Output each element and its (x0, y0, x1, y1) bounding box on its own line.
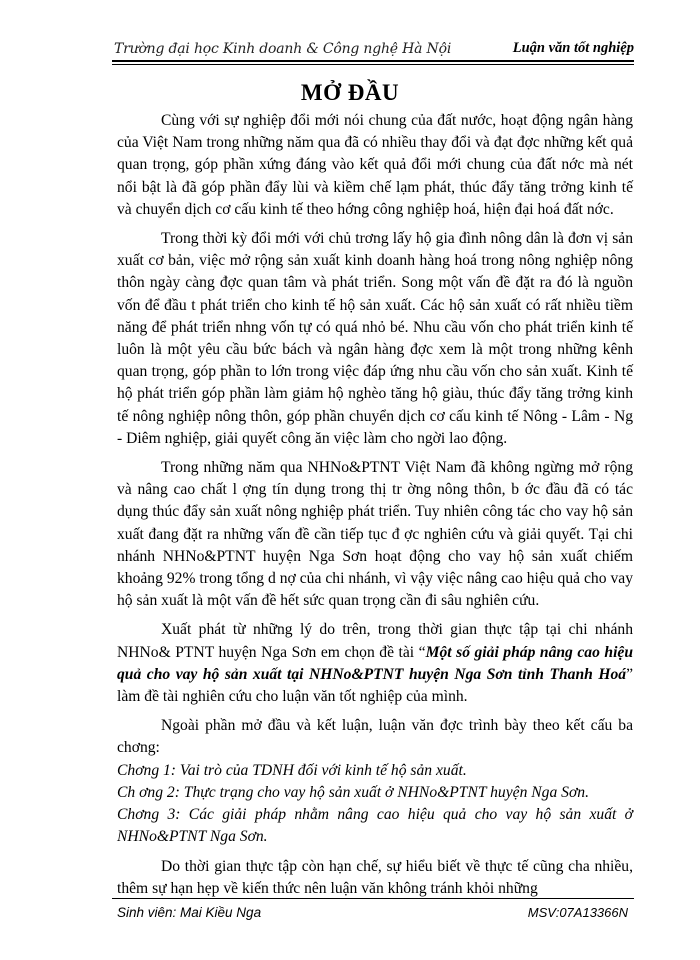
chapter-2-line: Ch ơng 2: Thực trạng cho vay hộ sản xuất ở NHNo&PTNT huyện Nga Sơn. (117, 783, 589, 801)
paragraph-3: Trong những năm qua NHNo&PTNT Việt Nam đã không ngừng mở rộng và nâng cao chất l ợng tín dụng trong thị tr ờng nông thôn, b ớc đầu đã có tác dụng thúc đẩy sản xuất nông nghiệp phát triển. Tuy nhiên công tác cho vay hộ sản xuất đang đặt ra những vấn đề cần tiếp tục đ ợc nghiên cứu và giải quyết. Tại chi nhánh NHNo&PTNT huyện Nga Sơn hoạt động cho vay hộ sản xuất chiếm khoảng 92% trong tổng d nợ của chi nhánh, vì vậy việc nâng cao hiệu quả cho vay hộ sản xuất là một vấn đề hết sức quan trọng cần đi sâu nghiên cứu. (117, 459, 633, 610)
paragraph-2: Trong thời kỳ đổi mới với chủ trơng lấy hộ gia đình nông dân là đơn vị sản xuất cơ bản, việc mở rộng sản xuất kinh doanh hàng hoá trong nông nghiệp nông thôn ngày càng đợc quan tâm và phát triển. Song một vấn đề đặt ra đó là nguồn vốn để đầu t phát triển cho kinh tế hộ sản xuất. Các hộ sản xuất có rất nhiều tiềm năng để phát triển nhng vốn tự có quá nhỏ bé. Nhu cầu vốn cho phát triển kinh tế luôn là một yêu cầu bức bách và ngân hàng đợc xem là một trong những kênh quan trọng, góp phần to lớn trong việc đáp ứng nhu cầu vốn cho sản xuất. Kinh tế hộ phát triển góp phần làm giảm hộ nghèo tăng hộ giàu, thúc đẩy tăng trởng kinh tế nông nghiệp nông thôn, góp phần chuyển dịch cơ cấu kinh tế Nông - Lâm - Ng - Diêm nghiệp, giải quyết công ăn việc làm cho ngời lao động. (117, 230, 633, 447)
body-text (117, 110, 633, 900)
paragraph-4-intro: Xuất phát từ những lý do trên, trong thời gian thực tập tại chi nhánh NHNo& PTNT huyện Nga Sơn em chọn đề tài “ (117, 621, 633, 661)
chapter-1-line: Chơng 1: Vai trò của TDNH đối với kinh tế hộ sản xuất. (117, 761, 467, 779)
chapter-3-line: Chơng 3: Các giải pháp nhằm nâng cao hiệu quả cho vay hộ sản xuất ở NHNo&PTNT Nga Sơn. (117, 806, 633, 846)
page-header (112, 38, 634, 62)
paragraph-5: Ngoài phần mở đầu và kết luận, luận văn đợc trình bày theo kết cấu ba chơng: (117, 717, 633, 757)
header-rule (112, 64, 634, 65)
paragraph-6: Do thời gian thực tập còn hạn chế, sự hiểu biết về thực tế cũng cha nhiều, thêm sự hạn hẹp về kiến thức nên luận văn không tránh khỏi những (117, 857, 633, 897)
paragraph-4 (117, 619, 633, 708)
page-title: MỞ ĐẦU (300, 80, 400, 105)
header-school-name: Trường đại học Kinh doanh & Công nghệ Hà Nội (114, 41, 452, 57)
paragraph-1: Cùng với sự nghiệp đổi mới nói chung của đất nước, hoạt động ngân hàng của Việt Nam trong những năm qua đã có nhiều thay đổi và đạt đợc những kết quả quan trọng, góp phần xứng đáng vào kết quả đổi mới chung của đất nớc mà nét nổi bật là đã góp phần đẩy lùi và kiềm chế lạm phát, thúc đẩy tăng trởng kinh tế và chuyển dịch cơ cấu kinh tế theo hớng công nghiệp hoá, hiện đại hoá đất nớc. (117, 112, 633, 218)
footer-student-name: Sinh viên: Mai Kiều Nga (117, 905, 262, 920)
thesis-topic: Một số giải pháp nâng cao hiệu quả cho vay hộ sản xuất tại NHNo&PTNT huyện Nga Sơn tỉnh Thanh Hoá (117, 643, 634, 683)
header-document-type: Luận văn tốt nghiệp (512, 40, 634, 56)
paragraph-4-end: ” làm đề tài nghiên cứu cho luận văn tốt nghiệp của mình. (117, 665, 633, 706)
footer-student-id: MSV:07A13366N (527, 905, 628, 920)
footer-rule (112, 898, 634, 899)
